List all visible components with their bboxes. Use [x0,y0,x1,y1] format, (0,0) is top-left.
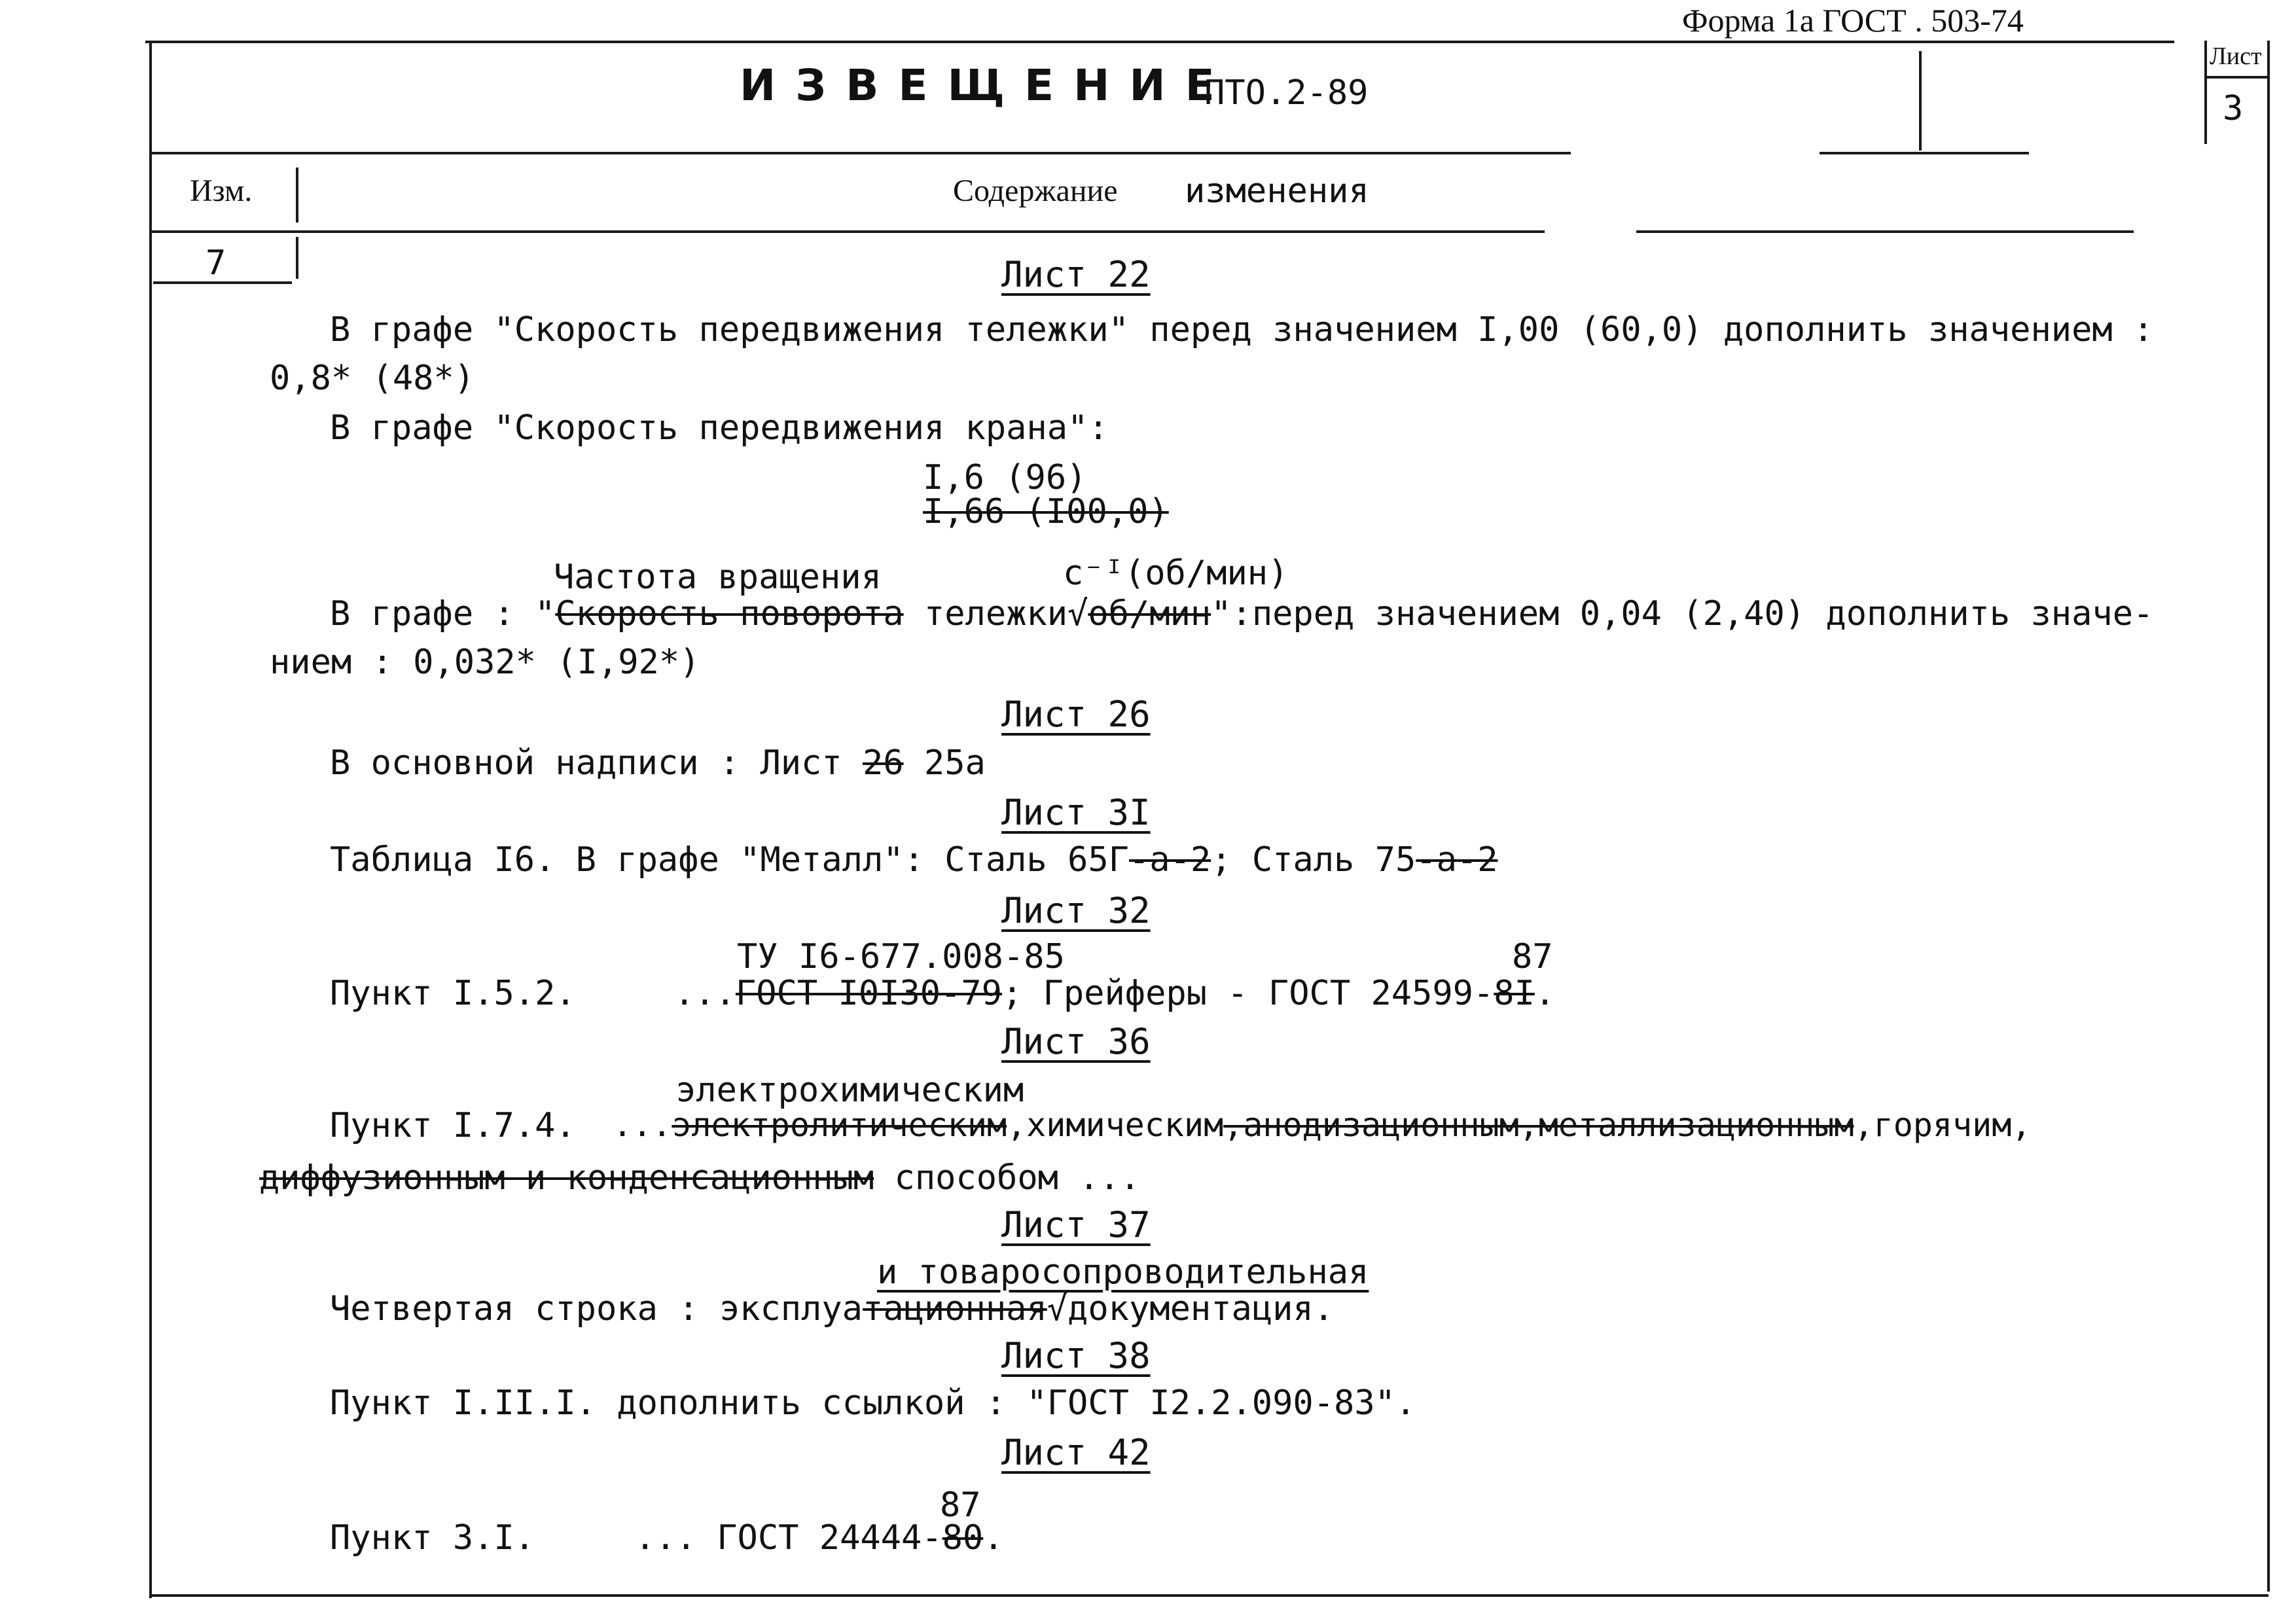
sheet-22-line-5: нием : 0,032* (I,92*) [270,643,700,682]
sheet-36-above: электрохимическим [675,1071,1024,1110]
sheet-26-suffix: 25а [903,743,986,783]
frame-right-line [2267,41,2270,1592]
sheet-37-struck: тационная [862,1289,1047,1329]
sheet-37-heading: Лист 37 [1001,1204,1151,1245]
sheet-32-above-left: ТУ I6-677.008-85 [737,937,1065,976]
sheet-22-above-right: с⁻ᴵ(об/мин) [1063,554,1289,593]
sheet-31-heading: Лист 3I [1001,792,1151,833]
sheet-31-prefix: Таблица I6. В графе "Металл": Сталь 65Г [330,840,1129,880]
sheet-37-above: и товаросопроводительная [877,1253,1369,1292]
frame-bottom-line [151,1594,2269,1597]
sheet-22-line-4-suffix: ":перед значением 0,04 (2,40) дополнить значе- [1211,594,2154,633]
sheet-36-line-1 [613,1106,2031,1144]
sheet-22-line-1: В графе "Скорость передвижения тележки" перед значением I,00 (60,0) дополнить значением : [330,310,2154,349]
sheet-32-heading: Лист 32 [1001,890,1151,931]
sheet-box-left-line [2204,41,2207,144]
sheet-label: Лист [2210,43,2262,70]
header-bottom-line [151,152,1571,154]
sheet-box-mid-line [2206,76,2267,79]
sheet-32-label: Пункт I.5.2. [330,974,576,1013]
sheet-36-end: ,горячим, [1854,1106,2032,1144]
sheet-26-line [330,743,986,783]
sheet-32-dots: ... [674,974,736,1013]
sheet-38-line: Пункт I.II.I. дополнить ссылкой : "ГОСТ I2.2.090-83". [330,1383,1416,1423]
sheet-22-above-left: Частота вращения [554,558,882,597]
sheet-22-line-3: В графе "Скорость передвижения крана": [330,408,1109,448]
sheet-36-mid: ,химическим [1007,1106,1224,1144]
sheet-36-label: Пункт I.7.4. [330,1106,576,1145]
sheet-42-above: 87 [940,1486,981,1525]
sheet-32-mid: ; Грейферы - ГОСТ 24599- [1001,974,1494,1013]
form-label: Форма 1а ГОСТ . 503-74 [1682,2,2024,39]
content-col-header-prefix: Содержание [953,173,1118,208]
sheet-26-heading: Лист 26 [1001,694,1151,735]
sheet-22-heading: Лист 22 [1001,254,1151,295]
sheet-32-above-right: 87 [1512,937,1553,976]
notice-code: ПТО.2-89 [1204,73,1369,113]
sheet-22-line-2: 0,8* (48*) [270,359,475,398]
sheet-22-old-values: I,66 (I00,0) [923,492,1169,531]
sheet-26-prefix: В основной надписи : Лист [330,743,863,783]
change-col-header: Изм. [190,173,253,208]
sheet-31-mid: ; Сталь 75 [1211,840,1416,880]
sheet-38-heading: Лист 38 [1001,1335,1151,1376]
content-col-header-suffix: изменения [1185,171,1369,211]
sheet-36-dots: ... [613,1106,672,1144]
sheet-32-end: . [1534,974,1556,1013]
sheet-32-line [674,974,1555,1013]
sheet-22-line-4 [330,594,2153,633]
sheet-31-line [330,840,1498,880]
change-col-divider [296,168,298,223]
sheet-22-line-4-mid: тележки√ [903,594,1088,633]
notice-title: ИЗВЕЩЕНИЕ [740,60,1234,111]
sheet-36-line-2 [259,1158,1140,1198]
sheet-22-line-4-struck-1: Скорость поворота [555,594,904,633]
sheet-32-struck-1: ГОСТ I0I30-79 [735,974,1002,1013]
sheet-36-line-2-end: способом ... [874,1158,1141,1198]
sheet-31-struck-1: -а-2 [1128,840,1211,880]
sheet-32-struck-2: 8I [1494,974,1535,1013]
sheet-22-new-values: I,6 (96) [923,458,1087,497]
sheet-42-struck: 80 [942,1518,984,1558]
col-header-bottom-line [151,230,1545,233]
sheet-37-suffix: √документация. [1047,1289,1335,1329]
sheet-37-prefix: Четвертая строка : эксплуа [330,1289,863,1329]
sheet-36-heading: Лист 36 [1001,1021,1151,1062]
sheet-42-prefix: ... ГОСТ 24444- [635,1518,942,1558]
sheet-42-heading: Лист 42 [1001,1432,1151,1473]
sheet-36-line-2-struck: диффузионным и конденсационным [259,1158,874,1198]
header-divider-line [1919,51,1922,151]
header-bottom-line-dash [1820,152,2029,154]
sheet-number: 3 [2223,89,2244,128]
sheet-22-line-4-struck-2: об/мин [1088,594,1211,633]
sheet-42-label: Пункт 3.I. [330,1518,535,1558]
sheet-36-struck-2: ,анодизационным,металлизационным [1223,1106,1854,1144]
sheet-31-struck-2: -а-2 [1416,840,1498,880]
sheet-22-line-4-prefix: В графе : " [330,594,556,633]
sheet-26-struck: 26 [862,743,904,783]
sheet-37-line [330,1289,1334,1329]
change-number: 7 [206,243,226,283]
frame-left-line [149,41,152,1598]
frame-top-line [145,41,2174,43]
sheet-42-line [635,1518,1004,1558]
sheet-36-struck-1: электролитическим [672,1106,1007,1144]
col-header-bottom-line-dash [1636,230,2134,233]
sheet-42-end: . [983,1518,1004,1558]
change-num-divider [296,237,298,279]
